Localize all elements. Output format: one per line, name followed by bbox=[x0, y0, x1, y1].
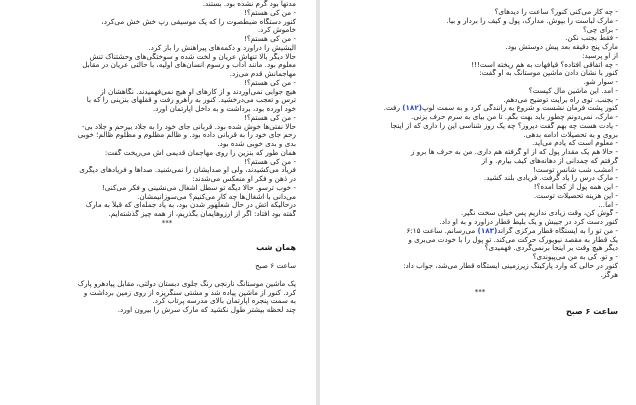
text-line-with-reference bbox=[342, 104, 618, 113]
text-line: فریاد می‌کشیدند، ولی او صدایشان را نمی‌شنید. صداها و فریادهای دیگری bbox=[79, 166, 296, 175]
text-line: - یادت هست چه بهم گفت دیروز؟ چه یک روز شناسی این را داری که از اینجا bbox=[390, 121, 618, 130]
right-page bbox=[320, 0, 636, 405]
text-line: - چه اتفاقی افتاده؟ قیافهات به هم ریخته است!!! bbox=[471, 60, 618, 69]
text-line: - مارک درس را یاد گرفت. فریادی بلند کشید. bbox=[483, 174, 618, 183]
text-line: گفته بود افتاد: اگر از آرزوهایمان بگذریم، از همه چیز گذشته‌ایم. bbox=[108, 210, 296, 218]
text-line: - مارک لباست را بپوش. مدارک، پول و کیف را بردار و بیا. bbox=[446, 16, 618, 25]
text-line: - حالا هم یک مقدار پول که از او گرفته هم داری. من به حرف ها برو ز bbox=[411, 148, 618, 156]
text-line: یک قطار به مقصد نیویورک حرکت می‌کند. تو پول را با خودت می‌بری و bbox=[408, 235, 618, 244]
text-line: بدی و بدی خوبی شده بود. bbox=[217, 140, 296, 148]
text-line: از او پرسید: bbox=[582, 51, 618, 60]
text-line: - این هزینه تحصیلات توست. bbox=[533, 191, 618, 200]
text-line: کنور دستگاه ضبطصوت را که یک موسیقی رپ خش خش می‌کرد، bbox=[101, 17, 296, 26]
text-line: کنور با نشان دادن ماشین موستانگ به او گفت: bbox=[479, 69, 618, 78]
text-line: کرد. کنور از ماشین پیاده شد و مشتی سنگریزه از روی زمین برداشت و bbox=[83, 288, 296, 297]
text-line: مارک پنج دقیقه بعد پیش دوستش بود. bbox=[505, 43, 618, 51]
text-line: مهاجمانش قدم می‌زد. bbox=[229, 70, 296, 78]
text-line: - آمد. این ماشین مال کیست؟ bbox=[528, 86, 618, 95]
text-line: همان طور که بنزین را روی مهاجمان قدیمی اش می‌ریخت گفت: bbox=[104, 148, 296, 157]
text-line: هرگز. bbox=[600, 270, 618, 279]
spacer bbox=[38, 271, 296, 280]
section-heading: ساعت ۶ صبح bbox=[565, 306, 618, 316]
text-line: بروی و به تحصیلات ادامه بدهی. bbox=[523, 130, 618, 139]
text-line: - خوب ترسو. حالا دیگه تو سطل آشغال می‌نشینی و فکر می‌کنی! bbox=[101, 183, 296, 192]
text-line: در ذهن و فکر او منعکس می‌شدند: bbox=[192, 175, 296, 183]
text-line: - مارک، نمی‌دونم چطور باید بهت بگم. تا من بیای به سرم حرف بزنی. bbox=[411, 113, 618, 121]
text-line: درحالیکه آتش در حال شعلهور شدن بود، به یاد جمله‌ای که قبلاً به مارک bbox=[85, 201, 296, 210]
text-line: ترس و تعجب می‌درخشید. کنور به راهرو رفت و قفلهای بنزینی را که با bbox=[86, 96, 296, 105]
text-line: - من کی هستم؟! bbox=[243, 35, 296, 43]
text-line: - چه کار می‌کنی کنور؟ ساعت را دیدهای؟ bbox=[494, 8, 618, 16]
text-line: چند لحظه بیشتر طول نکشید که مارک سرش را بیرون آورد. bbox=[117, 306, 296, 314]
text-fragment: کنور پشت فرمان نشست و شروع به رانندگی کرد و به سمت لوپ bbox=[422, 104, 618, 113]
text-line: - من کی هستم؟! bbox=[243, 78, 296, 87]
text-line: - سوار شو. bbox=[583, 78, 618, 86]
text-fragment: - من تو را به ایستگاه قطار مرکزی گراند bbox=[497, 226, 618, 235]
text-line: - من کی هستم؟! bbox=[243, 8, 296, 17]
text-line: - برای چی؟ bbox=[582, 25, 618, 34]
footnote-reference[interactable]: (۱۸۳) bbox=[477, 226, 498, 235]
text-line: یک ماشین موستانگ نارنجی رنگ جلوی دبستان دولتی، مقابل پیادهرو پارک bbox=[77, 279, 296, 288]
text-line: - بجنب. توی راه برایت توضیح می‌دهم. bbox=[503, 95, 618, 104]
spacer bbox=[38, 228, 296, 242]
text-line: آلیشیش را درآورد و دکمه‌های پیراهنش را باز کرد. bbox=[148, 43, 296, 52]
text-line: - امشب شب شانس توست! bbox=[532, 165, 618, 174]
text-line: حالا دیگر بالا تنهاش عریان و لخت شده و سوختگی‌های وحشتناک تنش bbox=[89, 52, 296, 61]
text-line: گرفتم که چمدانی از دهانه‌های کیف بیارم. و از bbox=[481, 156, 618, 165]
text-line: - این همه پول از کجا آمده؟! bbox=[533, 183, 618, 191]
right-page-text bbox=[342, 8, 618, 318]
text-line: کنور در حالی که وارد پارکینگ زیرزمینی ایستگاه قطار می‌شد، جواب داد: bbox=[403, 261, 618, 270]
section-separator: *** bbox=[474, 288, 486, 296]
text-line: رحم جای خود را به قربانی داده بود. و ظالم مظلوم و مظلوم ظالم؛ خوبی bbox=[77, 131, 296, 140]
time-line: ساعت ۶ صبح bbox=[255, 262, 296, 271]
left-page-text bbox=[38, 0, 296, 315]
text-line: - و تو. کی به من می‌پیوندی؟ bbox=[532, 253, 618, 261]
footnote-reference[interactable]: (۱۸۲) bbox=[402, 104, 423, 113]
text-fragment: رفت. bbox=[383, 104, 400, 113]
text-line: به سمت پنجره آپارتمان بالای مدرسه پرتاب کرد. bbox=[152, 297, 296, 306]
spacer bbox=[38, 254, 296, 263]
text-line: - اما... bbox=[598, 200, 618, 209]
left-page bbox=[0, 0, 316, 405]
text-line: حالا نفتی‌ها خوش شده بود. قربانی جای خود را به جلاد بیرحم و جلاد بی- bbox=[82, 122, 296, 131]
text-line: - معلوم است که یادم می‌آید. bbox=[532, 139, 618, 148]
text-line: کنور دست کرد در جیبش و یک بلیط قطار درآورد و به او داد. bbox=[439, 218, 618, 226]
text-line: - گوش کن، وقت زیادی نداریم پس خیلی سخت نگیر. bbox=[460, 209, 618, 218]
spacer bbox=[342, 279, 618, 288]
text-line: خود آورده بود، برداشت و به داخل آپارتمان آورد. bbox=[152, 105, 296, 113]
text-line: - من کی هستم؟! bbox=[243, 113, 296, 122]
text-line: می‌دانی با آشغال‌ها چه کار می‌کنیم؟ می‌سوزانیمشان. bbox=[137, 192, 296, 201]
text-line: معلوم بود. مانند اُداب و رسوم انسان‌های اولیه، با حالتی عریان در مقابل bbox=[82, 61, 296, 70]
text-fragment: می‌رسانم. ساعت ۶:۱۵ bbox=[406, 226, 478, 235]
section-heading: همان شب bbox=[256, 242, 296, 252]
section-separator: *** bbox=[161, 218, 173, 227]
text-line: خاموش کرد. bbox=[257, 26, 296, 35]
text-line: دیگر هیچ وقت بر اینجا برنمی‌گردی. فهمیدی؟ bbox=[484, 244, 618, 253]
text-line: - فقط بجنب نکن. bbox=[565, 34, 618, 43]
text-line: هیچ جوابی نمی‌آوردند و از کارهای او هیچ نمی‌فهمیدند. نگاهشان از bbox=[100, 87, 296, 96]
text-line: - من کی هستم؟! bbox=[243, 157, 296, 166]
spacer bbox=[342, 297, 618, 306]
text-line-with-reference bbox=[342, 227, 618, 236]
text-line: مدتها بود گرم نشده بود. بستند. bbox=[202, 0, 296, 8]
